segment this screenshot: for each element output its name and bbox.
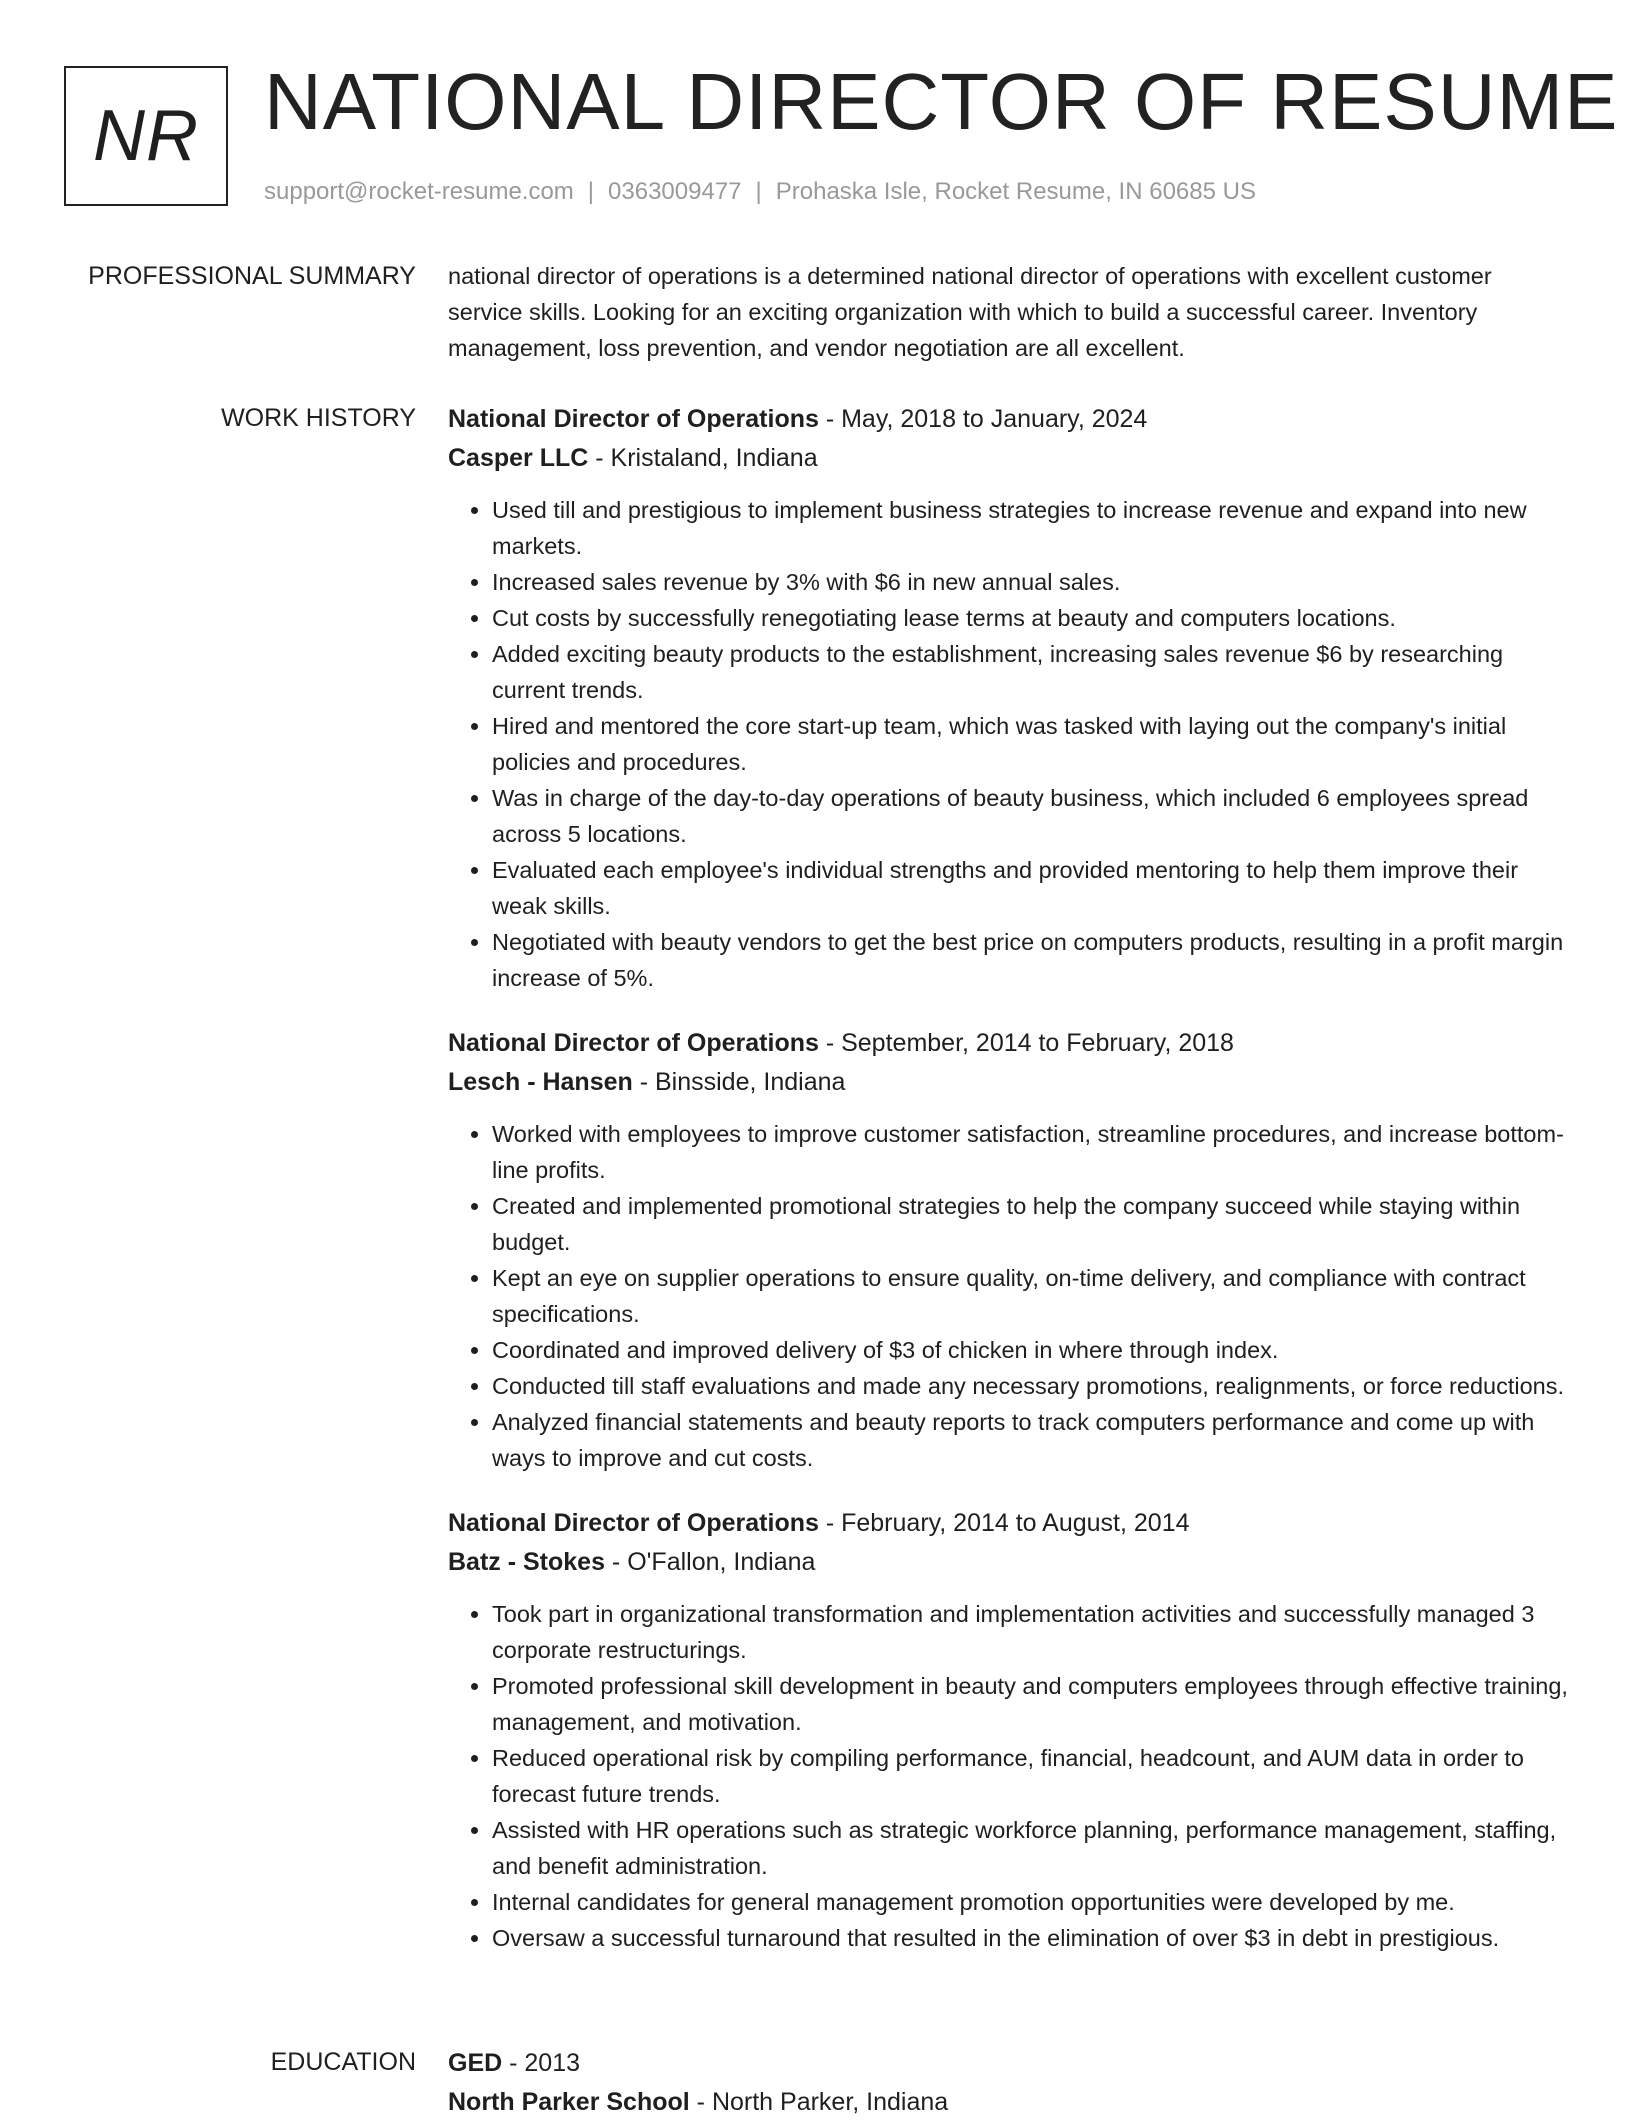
education-location: - North Parker, Indiana: [689, 2088, 949, 2116]
job-bullets: [448, 1596, 1570, 1956]
job-bullet: • Was in charge of the day-to-day operations of beauty business, which included 6 employees spread across 5 locations.: [492, 780, 1570, 852]
job-bullet: • Evaluated each employee's individual strengths and provided mentoring to help them improve their weak skills.: [492, 852, 1570, 924]
education-school: North Parker School: [448, 2088, 690, 2116]
job-title-line: [448, 1024, 1570, 1063]
job-dates: - February, 2014 to August, 2014: [818, 1509, 1190, 1537]
job-entry: [448, 1504, 1570, 1956]
job-bullet: • Coordinated and improved delivery of $3 of chicken in where through index.: [492, 1332, 1570, 1368]
job-location: - Kristaland, Indiana: [588, 444, 818, 472]
job-dates: - September, 2014 to February, 2018: [818, 1029, 1234, 1057]
contact-email: support@rocket-resume.com: [264, 178, 574, 205]
job-location: - O'Fallon, Indiana: [604, 1548, 816, 1576]
job-bullet: • Took part in organizational transformation and implementation activities and successfully managed 3 corporate restructurings.: [492, 1596, 1570, 1668]
job-location: - Binsside, Indiana: [632, 1068, 846, 1096]
job-title: National Director of Operations: [448, 405, 819, 433]
job-title-line: [448, 1504, 1570, 1543]
contact-address: Prohaska Isle, Rocket Resume, IN 60685 US: [775, 178, 1256, 205]
contact-separator: |: [755, 178, 762, 205]
contact-line: [264, 174, 1256, 210]
job-company: Lesch - Hansen: [448, 1068, 633, 1096]
job-company-line: [448, 1543, 1570, 1582]
education-heading: EDUCATION: [270, 2048, 416, 2076]
job-entry: [448, 400, 1570, 996]
job-company-line: [448, 1063, 1570, 1102]
job-bullet: • Used till and prestigious to implement business strategies to increase revenue and expand into new markets.: [492, 492, 1570, 564]
summary-heading: PROFESSIONAL SUMMARY: [88, 262, 416, 290]
job-bullet: • Negotiated with beauty vendors to get the best price on computers products, resulting in a profit margin increase of 5%.: [492, 924, 1570, 996]
resume-name: NATIONAL DIRECTOR OF RESUME: [264, 57, 1619, 146]
job-title: National Director of Operations: [448, 1029, 819, 1057]
job-bullet: • Oversaw a successful turnaround that resulted in the elimination of over $3 in debt in prestigious.: [492, 1920, 1570, 1956]
job-bullet: • Assisted with HR operations such as strategic workforce planning, performance management, staffing, and benefit administration.: [492, 1812, 1570, 1884]
job-bullet: • Internal candidates for general management promotion opportunities were developed by me.: [492, 1884, 1570, 1920]
job-entry: [448, 1024, 1570, 1476]
job-bullet: • Kept an eye on supplier operations to ensure quality, on-time delivery, and compliance with contract specifications.: [492, 1260, 1570, 1332]
contact-phone: 0363009477: [608, 178, 742, 205]
work-history-heading: WORK HISTORY: [221, 404, 416, 432]
work-history-list: [448, 400, 1570, 1956]
job-bullets: [448, 492, 1570, 996]
job-company: Casper LLC: [448, 444, 589, 472]
job-title-line: [448, 400, 1570, 439]
job-bullet: • Created and implemented promotional strategies to help the company succeed while staying within budget.: [492, 1188, 1570, 1260]
job-title: National Director of Operations: [448, 1509, 819, 1537]
job-bullets: [448, 1116, 1570, 1476]
contact-separator: |: [587, 178, 595, 205]
job-bullet: • Increased sales revenue by 3% with $6 in new annual sales.: [492, 564, 1570, 600]
job-bullet: • Reduced operational risk by compiling performance, financial, headcount, and AUM data in order to forecast future trends.: [492, 1740, 1570, 1812]
job-bullet: • Promoted professional skill development in beauty and computers employees through effective training, management, and motivation.: [492, 1668, 1570, 1740]
education-degree-line: [448, 2044, 1570, 2083]
job-bullet: • Cut costs by successfully renegotiating lease terms at beauty and computers locations.: [492, 600, 1570, 636]
job-bullet: • Added exciting beauty products to the establishment, increasing sales revenue $6 by researching current trends.: [492, 636, 1570, 708]
job-company: Batz - Stokes: [448, 1548, 605, 1576]
job-dates: - May, 2018 to January, 2024: [818, 405, 1148, 433]
education-school-line: [448, 2083, 1570, 2122]
job-bullet: • Worked with employees to improve customer satisfaction, streamline procedures, and increase bottom-line profits.: [492, 1116, 1570, 1188]
job-bullet: • Hired and mentored the core start-up team, which was tasked with laying out the company's initial policies and procedures.: [492, 708, 1570, 780]
job-bullet: • Conducted till staff evaluations and made any necessary promotions, realignments, or force reductions.: [492, 1368, 1570, 1404]
job-company-line: [448, 439, 1570, 478]
monogram-logo: NR: [64, 66, 228, 206]
summary-text: national director of operations is a determined national director of operations with excellent customer service skills. Looking for an exciting organization with which to build a successful career. Inventory management, loss prevention, and vendor negotiation are all excellent.: [448, 263, 1492, 361]
education-year: - 2013: [502, 2049, 581, 2077]
education-degree: GED: [448, 2049, 503, 2077]
job-bullet: • Analyzed financial statements and beauty reports to track computers performance and come up with ways to improve and cut costs.: [492, 1404, 1570, 1476]
